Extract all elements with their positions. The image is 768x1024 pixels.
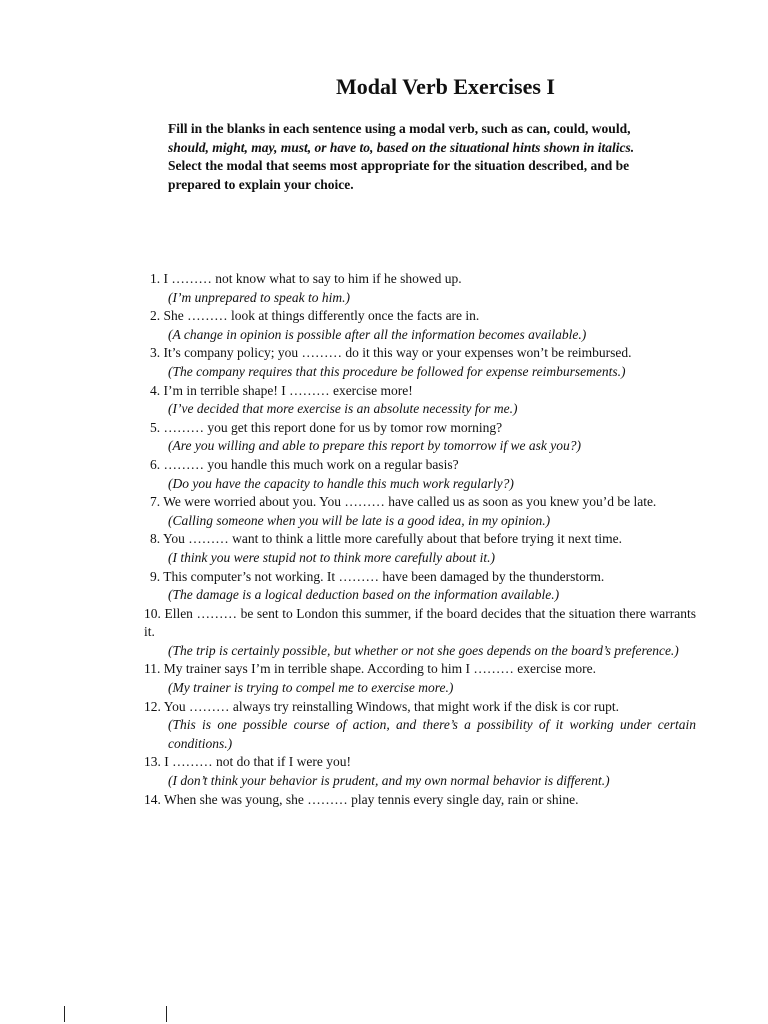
exercise-question: 8. You ……… want to think a little more carefully about that before trying it next time. bbox=[150, 531, 623, 547]
exercise-question: 9. This computer’s not working. It ……… have been damaged by the thunderstorm. bbox=[150, 568, 605, 584]
exercise-item-13 bbox=[144, 753, 696, 790]
exercise-hint: (The trip is certainly possible, but whether or not she goes depends on the board’s preference.) bbox=[168, 642, 679, 658]
exercise-item-3 bbox=[144, 344, 696, 381]
exercise-item-6 bbox=[144, 456, 696, 493]
exercise-hint: (I think you were stupid not to think more carefully about it.) bbox=[168, 549, 495, 565]
exercise-item-12 bbox=[144, 698, 696, 754]
exercise-item-7 bbox=[144, 493, 696, 530]
instructions-line-3: Select the modal that seems most appropriate for the situation described, and be bbox=[168, 158, 630, 173]
exercise-question: 11. My trainer says I’m in terrible shape. According to him I ……… exercise more. bbox=[144, 661, 596, 677]
exercise-hint: (I don’t think your behavior is prudent, and my own normal behavior is different.) bbox=[168, 773, 610, 789]
exercise-item-9 bbox=[144, 568, 696, 605]
exercise-list bbox=[144, 270, 696, 809]
instructions-line-4: prepared to explain your choice. bbox=[168, 176, 354, 192]
exercise-hint: (The company requires that this procedure be followed for expense reimbursements.) bbox=[168, 363, 626, 379]
instructions-line-2: should, might, may, must, or have to, based on the situational hints shown in italics. bbox=[168, 139, 635, 155]
exercise-question: 10. Ellen ……… be sent to London this summer, if the board decides that the situation there warrants it. bbox=[144, 605, 696, 640]
exercise-hint: (The damage is a logical deduction based on the information available.) bbox=[168, 587, 560, 603]
exercise-hint: (My trainer is trying to compel me to exercise more.) bbox=[168, 680, 454, 696]
exercise-hint: (Calling someone when you will be late is a good idea, in my opinion.) bbox=[168, 512, 551, 528]
exercise-hint: (A change in opinion is possible after all the information becomes available.) bbox=[168, 326, 587, 342]
exercise-hint: (Are you willing and able to prepare this report by tomorrow if we ask you?) bbox=[168, 438, 581, 454]
exercise-item-2 bbox=[144, 307, 696, 344]
exercise-hint: (I’ve decided that more exercise is an absolute necessity for me.) bbox=[168, 401, 518, 417]
exercise-item-10 bbox=[144, 605, 696, 661]
exercise-question: 2. She ……… look at things differently once the facts are in. bbox=[150, 308, 480, 324]
exercise-item-4 bbox=[144, 382, 696, 419]
exercise-hint: (Do you have the capacity to handle this much work regularly?) bbox=[168, 475, 514, 491]
exercise-question: 7. We were worried about you. You ……… have called us as soon as you knew you’d be late. bbox=[150, 494, 657, 510]
margin-mark-right bbox=[166, 1006, 167, 1022]
exercise-hint: (This is one possible course of action, and there’s a possibility of it working under certain conditions.) bbox=[168, 717, 696, 751]
instructions-line-1: Fill in the blanks in each sentence using a modal verb, such as can, could, would, bbox=[168, 121, 631, 136]
exercise-question: 3. It’s company policy; you ……… do it this way or your expenses won’t be reimbursed. bbox=[150, 345, 632, 361]
exercise-hint: (I’m unprepared to speak to him.) bbox=[168, 289, 350, 305]
exercise-item-1 bbox=[144, 270, 696, 307]
exercise-question: 1. I ……… not know what to say to him if he showed up. bbox=[150, 271, 462, 286]
exercise-question: 5. ……… you get this report done for us by tomor row morning? bbox=[150, 419, 503, 435]
exercise-question: 4. I’m in terrible shape! I ……… exercise more! bbox=[150, 382, 413, 398]
exercise-question: 12. You ……… always try reinstalling Windows, that might work if the disk is cor rupt. bbox=[144, 698, 620, 714]
instructions-block bbox=[168, 120, 696, 194]
margin-mark-left bbox=[64, 1006, 65, 1022]
exercise-question: 13. I ……… not do that if I were you! bbox=[144, 754, 351, 770]
exercise-item-5 bbox=[144, 419, 696, 456]
exercise-item-8 bbox=[144, 530, 696, 567]
page-title: Modal Verb Exercises I bbox=[336, 74, 555, 99]
exercise-item-11 bbox=[144, 660, 696, 697]
exercise-question: 6. ……… you handle this much work on a regular basis? bbox=[150, 456, 459, 472]
exercise-question: 14. When she was young, she ……… play tennis every single day, rain or shine. bbox=[144, 791, 579, 807]
exercise-item-14 bbox=[144, 791, 696, 810]
